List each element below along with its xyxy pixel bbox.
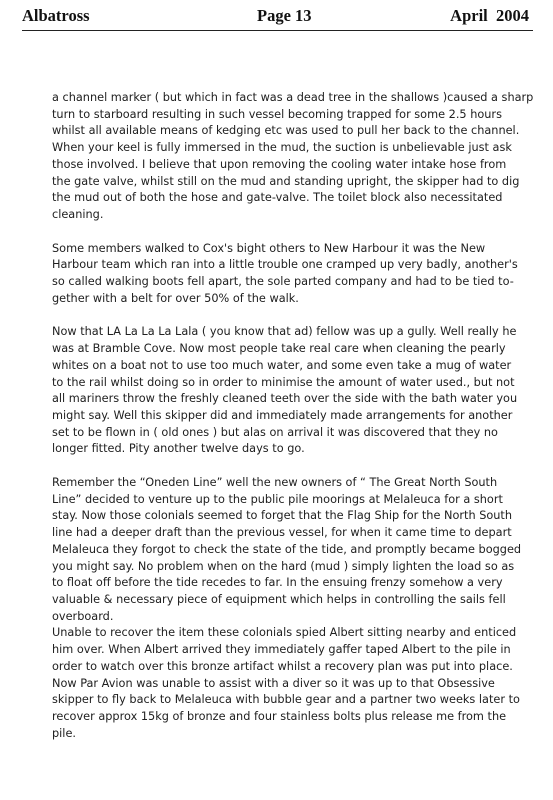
text-line: so called walking boots fell apart, the sole parted company and had to be tied to- <box>52 275 514 289</box>
text-line: to the rail whilst doing so in order to minimise the amount of water used., but not <box>52 375 515 389</box>
text-line: Some members walked to Cox's bight others to New Harbour it was the New <box>52 241 486 255</box>
page-header <box>22 2 529 32</box>
text-line: When your keel is fully immersed in the mud, the suction is unbelievable just ask <box>52 141 512 155</box>
text-line: Unable to recover the item these colonials spied Albert sitting nearby and enticed <box>52 626 517 640</box>
text-line: gether with a belt for over 50% of the walk. <box>52 291 299 305</box>
text-line: recover approx 15kg of bronze and four stainless bolts plus release me from the <box>52 709 507 723</box>
text-line: him over. When Albert arrived they immediately gaffer taped Albert to the pile in <box>52 643 511 657</box>
text-line: line had a deeper draft than the previous vessel, for when it came time to depart <box>52 526 512 540</box>
text-line: all mariners throw the freshly cleaned teeth over the side with the bath water you <box>52 392 518 406</box>
text-line: Remember the “Oneden Line” well the new owners of “ The Great North South <box>52 476 498 490</box>
text-line: set to be flown in ( old ones ) but alas on arrival it was discovered that they no <box>52 425 498 439</box>
text-line: Melaleuca they forgot to check the state of the tide, and promptly became bogged <box>52 542 522 556</box>
text-line: valuable & necessary piece of equipment which helps in controlling the sails fell <box>52 592 506 606</box>
text-line: the mud out of both the hose and gate-valve. The toilet block also necessitated <box>52 191 503 205</box>
text-line: skipper to fly back to Melaleuca with bubble gear and a partner two weeks later to <box>52 693 520 707</box>
text-line: cleaning. <box>52 207 104 221</box>
text-line: order to watch over this bronze artifact whilst a recovery plan was put into place. <box>52 659 513 673</box>
text-line: those involved. I believe that upon removing the cooling water intake hose from <box>52 157 507 171</box>
text-line: overboard. <box>52 609 114 623</box>
text-line: longer fitted. Pity another twelve days to go. <box>52 442 305 456</box>
article-paragraph <box>52 90 534 224</box>
page-number: Page 13 <box>257 6 312 25</box>
text-line: pile. <box>52 726 76 740</box>
article-body <box>52 90 534 742</box>
text-line: whilst all available means of kedging etc was used to pull her back to the channel. <box>52 124 520 138</box>
text-line: might say. Well this skipper did and immediately made arrangements for another <box>52 408 513 422</box>
text-line: a channel marker ( but which in fact was a dead tree in the shallows )caused a sharp <box>52 91 534 104</box>
issue-date: April 2004 <box>450 6 529 25</box>
article-paragraph <box>52 241 530 308</box>
text-line: to float off before the tide recedes to far. In the ensuing frenzy somehow a very <box>52 576 503 590</box>
text-line: Now that LA La La La Lala ( you know that ad) fellow was up a gully. Well really he <box>52 325 517 339</box>
publication-title: Albatross <box>22 6 90 25</box>
text-line: you might say. No problem when on the hard (mud ) simply lighten the load so as <box>52 559 515 573</box>
text-line: Now Par Avion was unable to assist with a diver so it was up to that Obsessive <box>52 676 495 690</box>
text-line: the gate valve, whilst still on the mud and standing upright, the skipper had to dig <box>52 174 520 188</box>
article-paragraph <box>52 475 530 742</box>
text-line: whites on a boat not to use too much water, and some even take a mug of water <box>52 358 512 372</box>
text-line: Line” decided to venture up to the public pile moorings at Melaleuca for a short <box>52 492 503 506</box>
text-line: turn to starboard resulting in such vessel becoming trapped for some 2.5 hours <box>52 107 502 121</box>
text-line: was at Bramble Cove. Now most people take real care when cleaning the pearly <box>52 342 506 356</box>
text-line: Harbour team which ran into a little trouble one cramped up very badly, another's <box>52 258 518 272</box>
header-rule <box>22 30 533 31</box>
article-paragraph <box>52 324 530 458</box>
text-line: stay. Now those colonials seemed to forget that the Flag Ship for the North South <box>52 509 513 523</box>
